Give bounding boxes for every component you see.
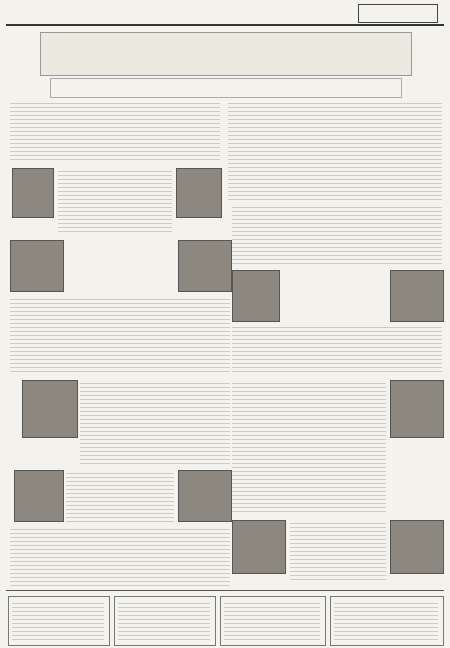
portrait-photo bbox=[178, 470, 232, 522]
portrait-photo bbox=[178, 240, 232, 292]
article-column bbox=[232, 204, 442, 264]
headline-banner bbox=[40, 32, 412, 76]
article-column bbox=[232, 324, 442, 374]
portrait-photo bbox=[390, 270, 444, 322]
article-column bbox=[290, 520, 386, 580]
newspaper-logo bbox=[358, 4, 438, 23]
article-column bbox=[12, 600, 104, 640]
portrait-photo bbox=[232, 520, 286, 574]
divider-rule bbox=[6, 590, 444, 591]
article-column bbox=[232, 380, 386, 514]
article-column bbox=[58, 168, 172, 232]
article-column bbox=[10, 526, 230, 586]
subheadline bbox=[50, 78, 402, 98]
portrait-photo bbox=[10, 240, 64, 292]
portrait-photo bbox=[232, 270, 280, 322]
portrait-photo bbox=[22, 380, 78, 438]
article-column bbox=[80, 380, 230, 464]
article-column bbox=[10, 100, 220, 160]
article-column bbox=[66, 470, 174, 522]
portrait-photo bbox=[390, 380, 444, 438]
portrait-photo bbox=[390, 520, 444, 574]
article-column bbox=[10, 296, 230, 374]
portrait-photo bbox=[14, 470, 64, 522]
masthead bbox=[6, 4, 444, 26]
article-column bbox=[118, 600, 210, 640]
portrait-photo bbox=[176, 168, 222, 218]
article-column bbox=[228, 100, 442, 200]
article-column bbox=[334, 600, 438, 640]
portrait-photo bbox=[12, 168, 54, 218]
article-column bbox=[224, 600, 320, 640]
